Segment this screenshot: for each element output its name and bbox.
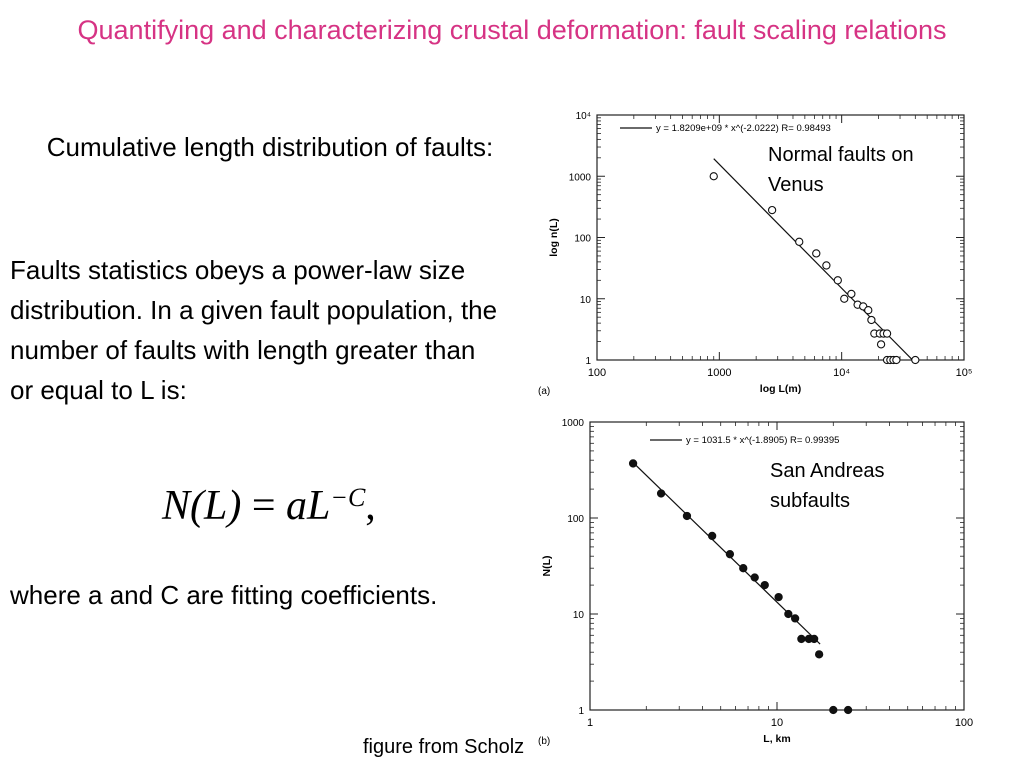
venus-data-point — [769, 207, 776, 214]
equation-exponent: −C — [330, 483, 366, 512]
san-andreas-data-point — [657, 490, 664, 497]
venus-data-point — [823, 262, 830, 269]
venus-y-tick-label: 100 — [574, 233, 591, 245]
san-andreas-y-axis-label: N(L) — [541, 555, 553, 577]
chart-san-andreas-annotation: San Andreas subfaults — [770, 460, 885, 512]
san-andreas-legend-text: y = 1031.5 * x^(-1.8905) R= 0.99395 — [686, 435, 840, 446]
venus-data-point — [710, 173, 717, 180]
san-andreas-x-tick-label: 100 — [954, 717, 974, 729]
san-andreas-data-point — [830, 706, 837, 713]
body-paragraph: Faults statistics obeys a power-law size distribution. In a given fault population, the number of faults with length greater than or equal to L is: — [10, 255, 498, 405]
venus-data-point — [868, 316, 875, 323]
venus-panel-label: (a) — [538, 386, 551, 397]
venus-y-tick-label: 10 — [579, 294, 591, 306]
equation-trailing-comma: , — [365, 483, 376, 529]
venus-data-point — [796, 238, 803, 245]
venus-data-point — [877, 341, 884, 348]
slide-title: Quantifying and characterizing crustal deformation: fault scaling relations — [77, 15, 947, 45]
venus-data-point — [865, 307, 872, 314]
venus-data-point — [834, 277, 841, 284]
san-andreas-data-point — [844, 706, 851, 713]
venus-data-point — [848, 290, 855, 297]
san-andreas-y-tick-label: 1000 — [561, 418, 584, 429]
san-andreas-y-tick-label: 100 — [567, 514, 584, 525]
equation-lhs: N(L) — [162, 483, 242, 529]
san-andreas-data-point — [798, 635, 805, 642]
venus-data-point — [912, 356, 919, 363]
san-andreas-x-tick-label: 10 — [770, 717, 784, 729]
san-andreas-y-tick-label: 10 — [572, 610, 584, 621]
venus-y-tick-label: 1000 — [568, 172, 591, 184]
san-andreas-data-point — [683, 512, 690, 519]
san-andreas-data-point — [740, 565, 747, 572]
san-andreas-data-point — [709, 532, 716, 539]
venus-x-tick-label: 100 — [587, 367, 607, 379]
power-law-equation — [162, 478, 376, 534]
venus-y-tick-label: 1 — [585, 356, 591, 367]
venus-data-point — [813, 250, 820, 257]
subtitle: Cumulative length distribution of faults: — [46, 132, 494, 162]
figure-credit: figure from Scholz — [363, 736, 525, 758]
san-andreas-data-point — [816, 651, 823, 658]
equation-rhs-base: aL — [286, 483, 331, 529]
equation-equals: = — [251, 483, 276, 529]
san-andreas-data-point — [811, 635, 818, 642]
chart-venus-annotation: Normal faults on Venus — [768, 144, 914, 196]
venus-data-point — [893, 356, 900, 363]
venus-x-tick-label: 10⁴ — [833, 367, 851, 379]
san-andreas-x-tick-label: 1 — [586, 717, 594, 729]
san-andreas-panel-label: (b) — [538, 736, 551, 747]
san-andreas-data-point — [785, 610, 792, 617]
venus-x-tick-label: 10⁵ — [955, 367, 973, 379]
fitting-note: where a and C are fitting coefficients. — [10, 580, 438, 610]
san-andreas-data-point — [775, 593, 782, 600]
san-andreas-data-point — [761, 582, 768, 589]
venus-x-axis-label: log L(m) — [759, 383, 802, 395]
venus-legend-text: y = 1.8209e+09 * x^(-2.0222) R= 0.98493 — [656, 123, 831, 134]
san-andreas-data-point — [726, 551, 733, 558]
san-andreas-data-point — [792, 615, 799, 622]
venus-data-point — [883, 330, 890, 337]
san-andreas-y-tick-label: 1 — [578, 706, 584, 717]
venus-x-tick-label: 1000 — [707, 367, 732, 379]
venus-data-point — [841, 295, 848, 302]
san-andreas-data-point — [629, 460, 636, 467]
san-andreas-data-point — [751, 574, 758, 581]
venus-y-tick-label: 10⁴ — [575, 111, 591, 122]
venus-y-axis-label: log n(L) — [548, 218, 560, 257]
san-andreas-x-axis-label: L, km — [763, 733, 791, 745]
